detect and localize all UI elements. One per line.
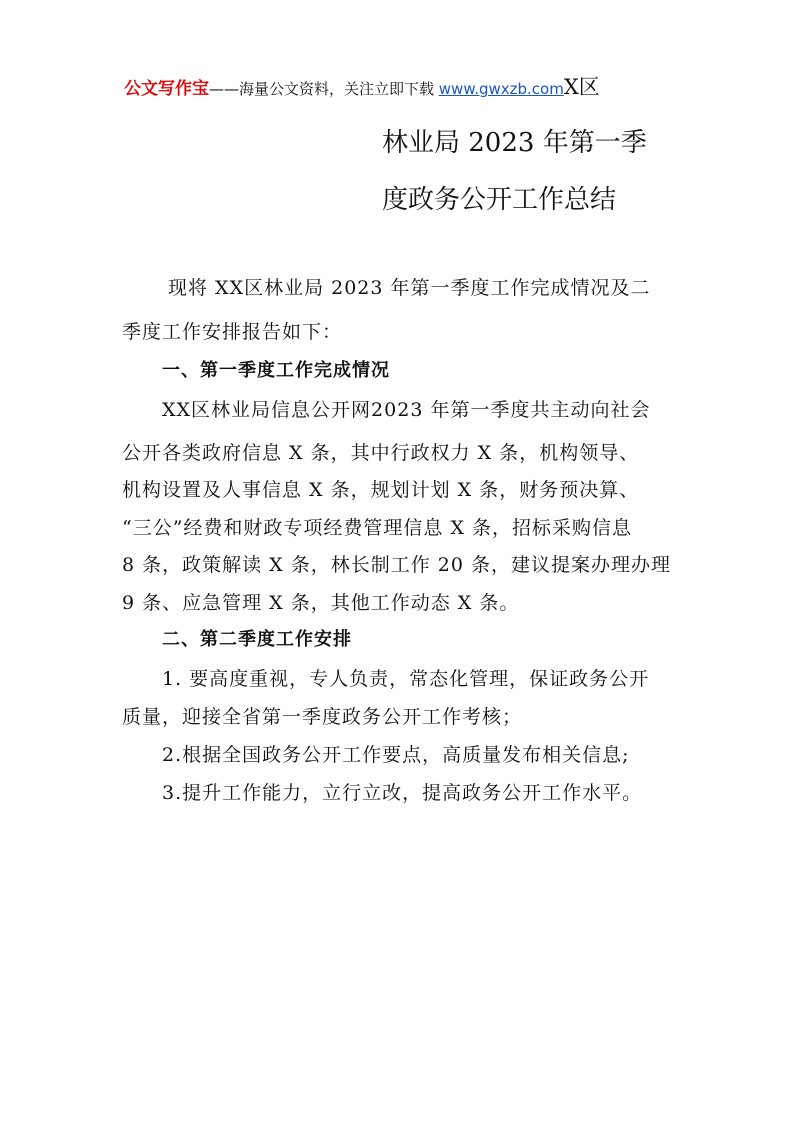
brand-name: 公文写作宝 xyxy=(124,79,209,99)
item-3: 3.提升工作能力，立行立改，提高政务公开工作水平。 xyxy=(162,782,643,804)
website-link[interactable]: www.gwxzb.com xyxy=(438,80,564,98)
document-title-line-2: 度政务公开工作总结 xyxy=(382,185,617,215)
document-title-line-1: 林业局 2023 年第一季 xyxy=(382,128,647,158)
intro-line-1: 现将 XX区林业局 2023 年第一季度工作完成情况及二 xyxy=(168,277,651,299)
watermark-header xyxy=(124,76,684,100)
paragraph-1-line-6: 9 条、应急管理 X 条，其他工作动态 X 条。 xyxy=(122,592,520,614)
paragraph-1-line-5: 8 条，政策解读 X 条，林长制工作 20 条，建议提案办理办理 xyxy=(122,554,671,576)
item-1-line-2: 质量，迎接全省第一季度政务公开工作考核； xyxy=(122,706,523,728)
section-heading-2: 二、第二季度工作安排 xyxy=(162,629,352,650)
paragraph-1-line-4: “三公”经费和财政专项经费管理信息 X 条，招标采购信息 xyxy=(122,517,633,539)
item-2: 2.根据全国政务公开工作要点，高质量发布相关信息; xyxy=(162,744,630,766)
item-1-line-1: 1. 要高度重视，专人负责，常态化管理，保证政务公开 xyxy=(162,668,650,690)
header-tagline: ——海量公文资料，关注立即下载 xyxy=(209,80,439,98)
intro-line-2: 季度工作安排报告如下： xyxy=(122,321,343,343)
paragraph-1-line-2: 公开各类政府信息 X 条，其中行政权力 X 条，机构领导、 xyxy=(122,442,640,464)
paragraph-1-line-1: XX区林业局信息公开网2023 年第一季度共主动向社会 xyxy=(162,399,651,421)
paragraph-1-line-3: 机构设置及人事信息 X 条，规划计划 X 条，财务预决算、 xyxy=(122,479,640,501)
section-heading-1: 一、第一季度工作完成情况 xyxy=(162,360,390,381)
header-tail: X区 xyxy=(563,75,600,99)
